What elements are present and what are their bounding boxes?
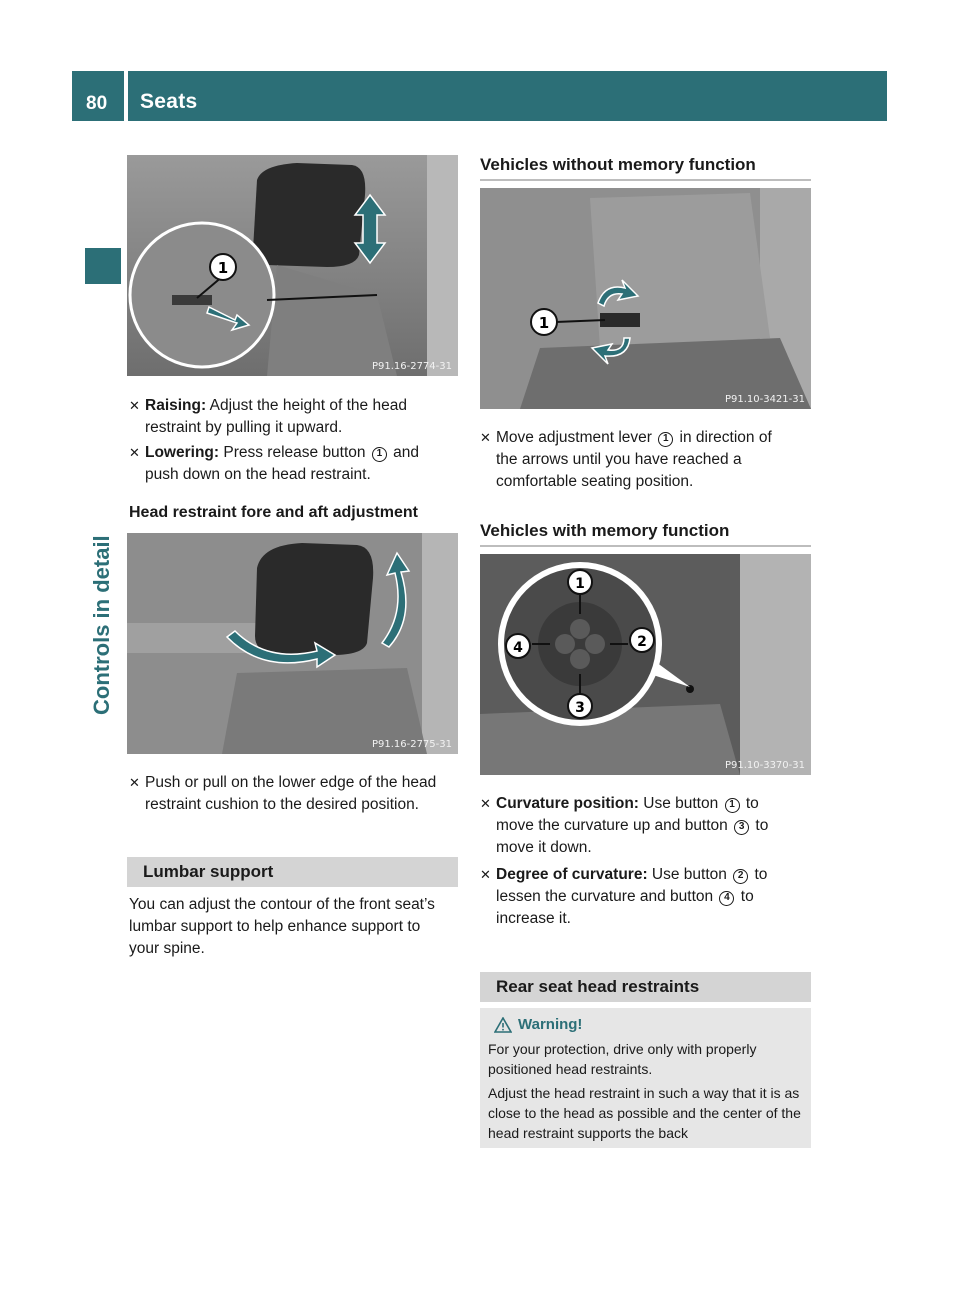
step-marker-icon: ✕ (129, 398, 140, 413)
memory-heading: Vehicles with memory function (480, 521, 811, 547)
page-title: Seats (140, 90, 198, 113)
side-tab (82, 515, 122, 715)
button-ref-1: 1 (725, 798, 740, 813)
step-curvature-position: ✕ Curvature position: Use button 1 to move the curvature up and button 3 to move it down. (480, 795, 769, 856)
image-code: P91.10-3370-31 (724, 760, 805, 771)
lumbar-description: You can adjust the contour of the front seat’s lumbar support to help enhance support to your spine. (129, 896, 435, 957)
button-ref-1: 1 (658, 432, 673, 447)
warning-header (488, 1016, 803, 1033)
rear-seat-title: Rear seat head restraints (496, 977, 700, 996)
button-ref-4: 4 (719, 891, 734, 906)
image-code: P91.16-2774-31 (371, 361, 452, 372)
warning-text-2: Adjust the head restraint in such a way that it is as close to the head as possible and the center of the head restraint supports the back (488, 1085, 801, 1141)
warning-title: Warning! (518, 1016, 583, 1033)
step-push-pull: ✕ Push or pull on the lower edge of the head restraint cushion to the desired position. (129, 774, 437, 813)
step-raising: ✕ Raising: Adjust the height of the head restraint by pulling it upward. (129, 397, 407, 436)
page-number: 80 (86, 93, 108, 114)
lumbar-support-title: Lumbar support (143, 862, 274, 881)
warning-triangle-icon (494, 1017, 512, 1033)
button-ref-1: 1 (372, 447, 387, 462)
warning-text-1: For your protection, drive only with properly positioned head restraints. (488, 1041, 757, 1077)
no-memory-heading: Vehicles without memory function (480, 155, 811, 181)
callout-1: 1 (217, 259, 229, 277)
side-marker (85, 248, 121, 284)
side-tab-label: Controls in detail (89, 535, 114, 715)
step-degree-curvature: ✕ Degree of curvature: Use button 2 to lessen the curvature and button 4 to increase it. (480, 866, 768, 927)
step-marker-icon: ✕ (480, 867, 491, 882)
lumbar-support-section (127, 857, 458, 887)
step-marker-icon: ✕ (480, 430, 491, 445)
step-marker-icon: ✕ (129, 445, 140, 460)
callout-1: 1 (575, 576, 585, 592)
callout-2: 2 (637, 634, 647, 650)
head-restraint-fore-aft-image (127, 533, 458, 754)
warning-box (480, 1008, 811, 1148)
button-ref-2: 2 (733, 869, 748, 884)
step-marker-icon: ✕ (480, 796, 491, 811)
header-divider (124, 71, 128, 121)
fore-aft-heading: Head restraint fore and aft adjustment (129, 504, 418, 521)
seat-lever-image (480, 188, 811, 409)
rear-seat-section (480, 972, 811, 1002)
step-marker-icon: ✕ (129, 775, 140, 790)
callout-3: 3 (575, 700, 585, 716)
step-lowering: ✕ Lowering: Press release button 1 and push down on the head restraint. (129, 444, 420, 483)
lumbar-buttons-image (480, 554, 811, 775)
button-ref-3: 3 (734, 820, 749, 835)
callout-4: 4 (513, 640, 523, 656)
image-code: P91.10-3421-31 (724, 394, 805, 405)
step-move-lever: ✕ Move adjustment lever 1 in direction of the arrows until you have reached a comfortable seating position. (480, 429, 772, 490)
head-restraint-raise-image (127, 155, 458, 376)
callout-1: 1 (538, 314, 550, 332)
image-code: P91.16-2775-31 (371, 739, 452, 750)
